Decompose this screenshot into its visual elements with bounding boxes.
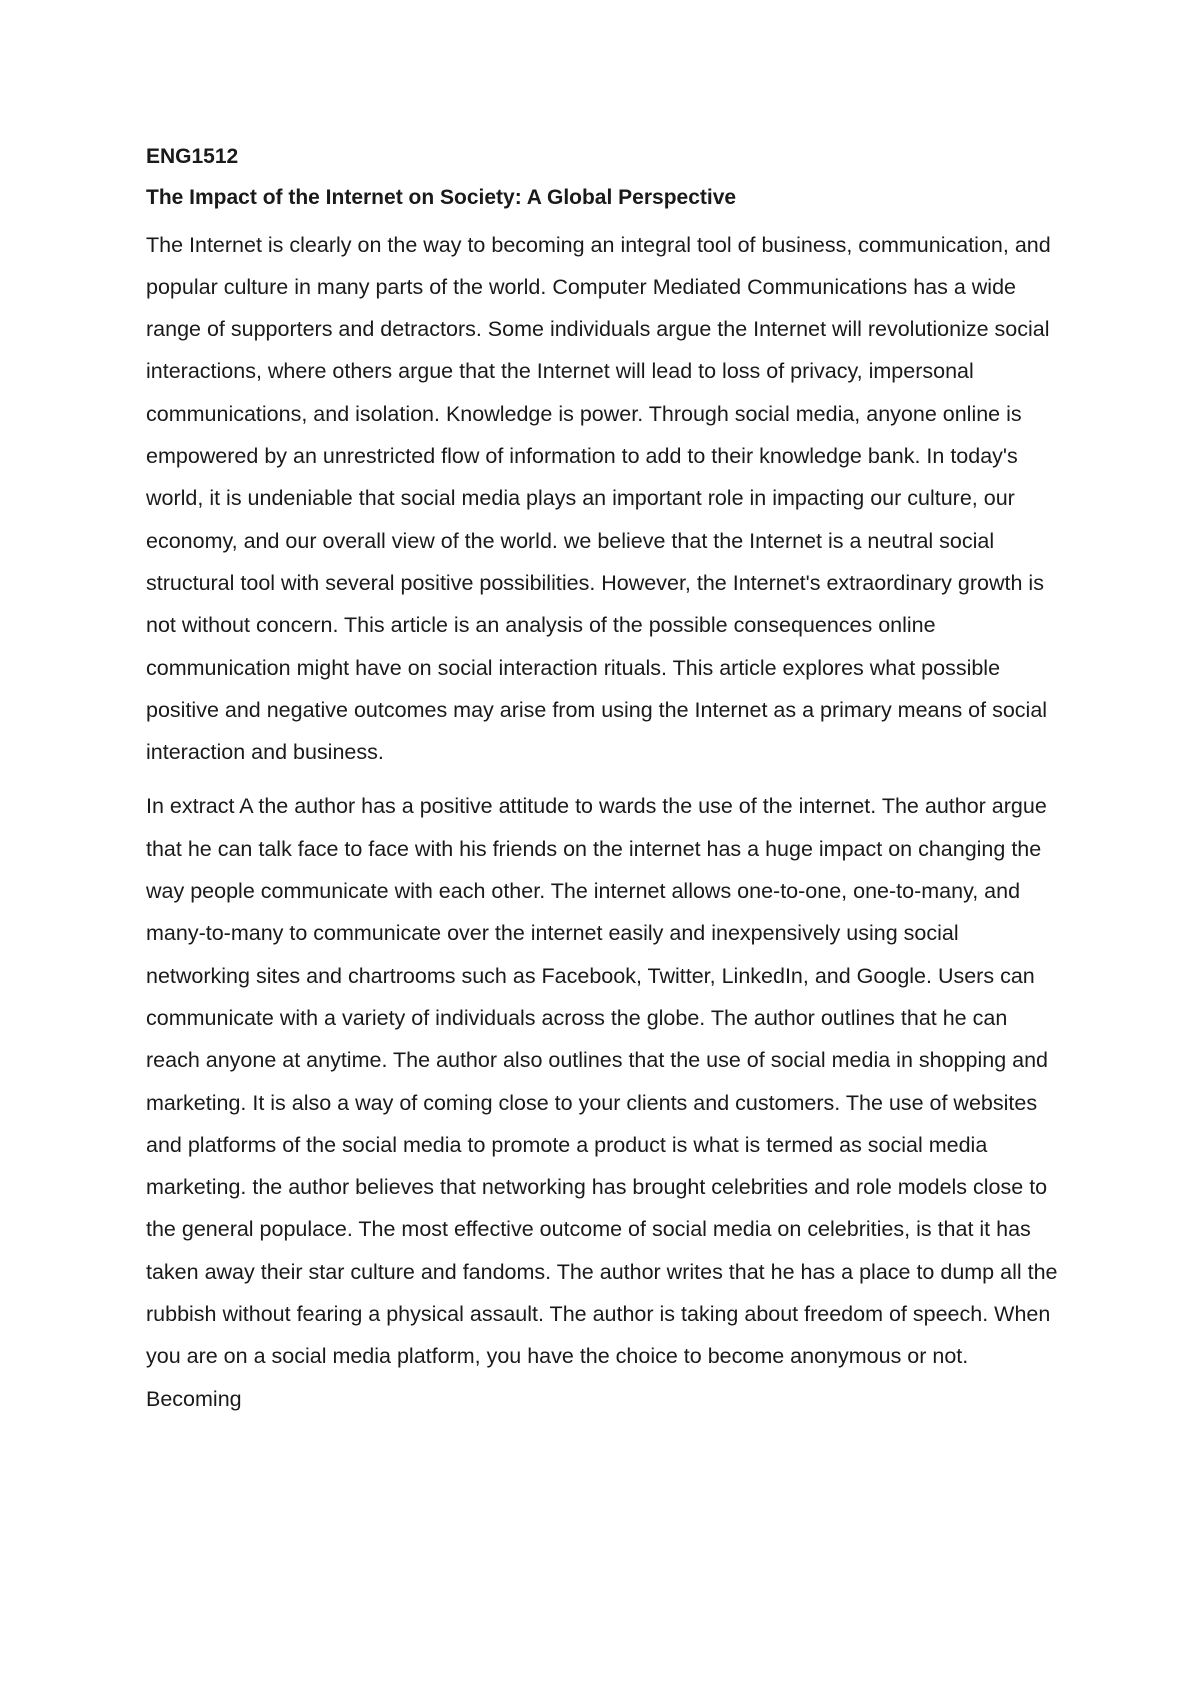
document-title: The Impact of the Internet on Society: A Global Perspective: [146, 186, 737, 210]
paragraph-extract-a: In extract A the author has a positive attitude to wards the use of the internet. The author argue that he can talk face to face with his friends on the internet has a huge impact on changing the way people communicate with each other. The internet allows one-to-one, one-to-many, and many-to-many to communicate over the internet easily and inexpensively using social networking sites and chartrooms such as Facebook, Twitter, LinkedIn, and Google. Users can communicate with a variety of individuals across the globe. The author outlines that he can reach anyone at anytime. The author also outlines that the use of social media in shopping and marketing. It is also a way of coming close to your clients and customers. The use of websites and platforms of the social media to promote a product is what is termed as social media marketing. the author believes that networking has brought celebrities and role models close to the general populace. The most effective outcome of social media on celebrities, is that it has taken away their star culture and fandoms. The author writes that he has a place to dump all the rubbish without fearing a physical assault. The author is taking about freedom of speech. When you are on a social media platform, you have the choice to become anonymous or not. Becoming: [146, 794, 1058, 1411]
course-code: ENG1512: [146, 145, 239, 168]
document-body: [146, 143, 1066, 1432]
paragraph-introduction: The Internet is clearly on the way to becoming an integral tool of business, communication, and popular culture in many parts of the world. Computer Mediated Communications has a wide range of supporters and detractors. Some individuals argue the Internet will revolutionize social interactions, where others argue that the Internet will lead to loss of privacy, impersonal communications, and isolation. Knowledge is power. Through social media, anyone online is empowered by an unrestricted flow of information to add to their knowledge bank. In today's world, it is undeniable that social media plays an important role in impacting our culture, our economy, and our overall view of the world. we believe that the Internet is a neutral social structural tool with several positive possibilities. However, the Internet's extraordinary growth is not without concern. This article is an analysis of the possible consequences online communication might have on social interaction rituals. This article explores what possible positive and negative outcomes may arise from using the Internet as a primary means of social interaction and business.: [146, 232, 1051, 765]
